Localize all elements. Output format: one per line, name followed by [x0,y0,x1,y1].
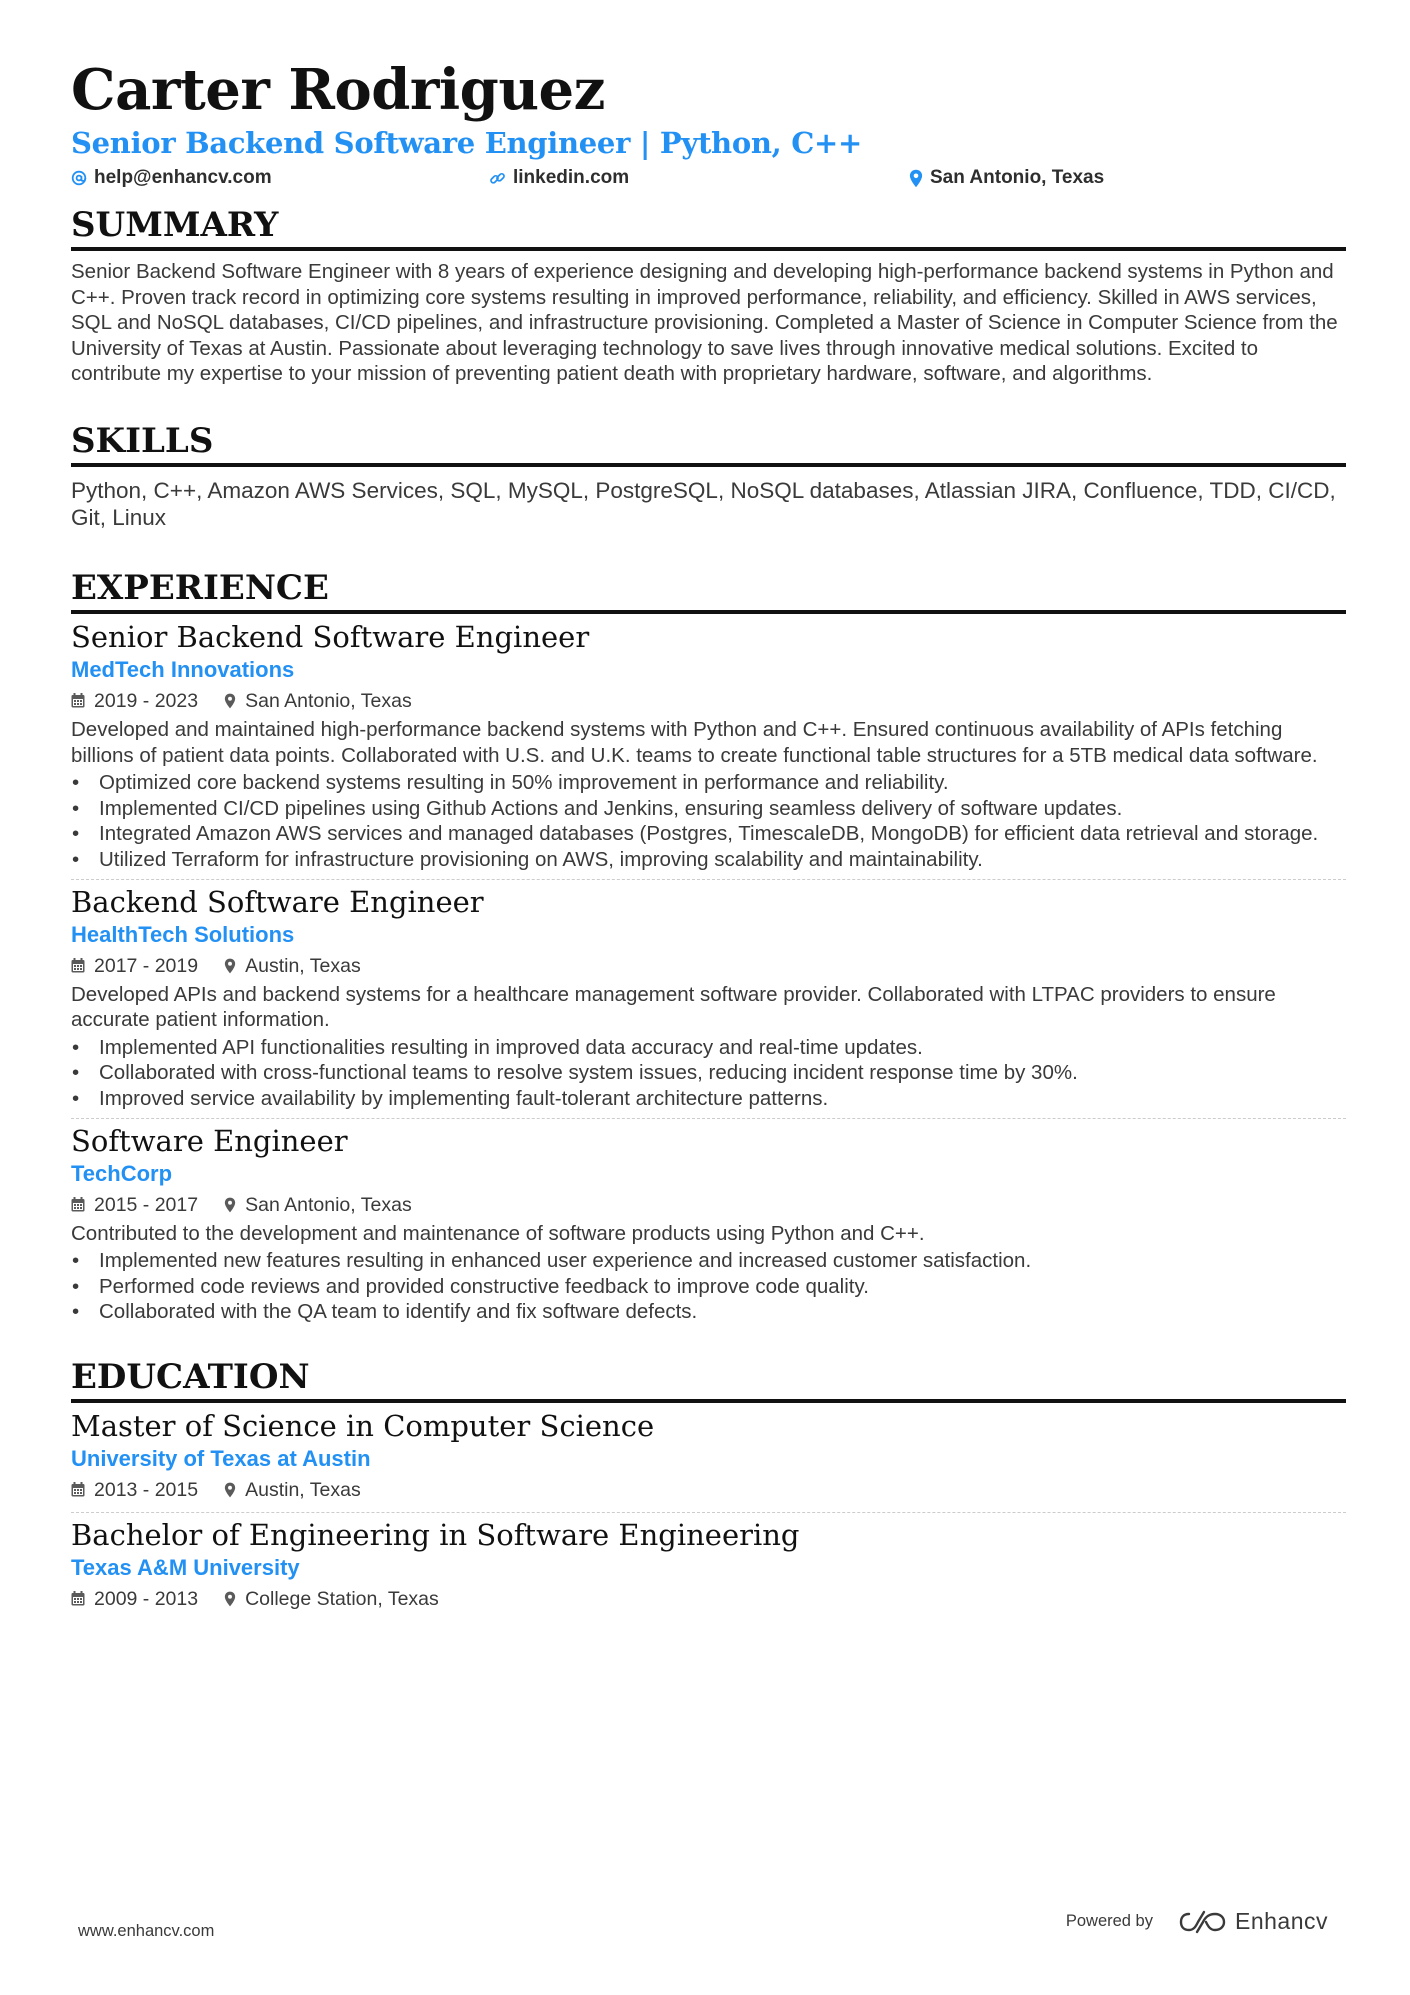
list-item: • Collaborated with cross-functional teams to resolve system issues, reducing incident response time by 30%. [71,1060,1346,1086]
at-icon [71,170,87,186]
location-text: San Antonio, Texas [245,689,412,712]
email-text: help@enhancv.com [94,167,272,188]
location-text: College Station, Texas [245,1587,439,1610]
entry-divider [71,879,1346,880]
contact-location [909,163,1104,193]
list-item: • Utilized Terraform for infrastructure provisioning on AWS, improving scalability and maintainability. [71,847,1346,873]
job-entry [71,619,1346,873]
job-bullets [71,1248,1346,1325]
job-title: Backend Software Engineer [71,884,484,919]
list-item: • Improved service availability by implementing fault-tolerant architecture patterns. [71,1086,1346,1112]
job-title: Senior Backend Software Engineer [71,619,590,654]
skills-section [71,421,1346,532]
company-name: TechCorp [71,1160,173,1186]
job-dates [71,950,198,982]
entry-divider [71,1118,1346,1119]
section-title-skills: SKILLS [71,421,1346,467]
contact-linkedin[interactable] [489,163,629,193]
job-meta [71,1189,1346,1221]
location-text: Austin, Texas [245,954,361,977]
education-section [71,1357,1346,1615]
contact-email[interactable] [71,163,272,193]
job-location [224,950,361,982]
job-meta [71,950,1346,982]
education-meta [71,1583,1346,1615]
list-item: • Integrated Amazon AWS services and managed databases (Postgres, TimescaleDB, MongoDB) for efficient data retrieval and storage. [71,821,1346,847]
dates-text: 2015 - 2017 [94,1193,199,1216]
summary-text: Senior Backend Software Engineer with 8 years of experience designing and developing high-performance backend systems in Python and C++. Proven track record in optimizing core systems resulting in improved performance, reliability, and efficiency. Skilled in AWS services, SQL and NoSQL databases, CI/CD pipelines, and infrastructure provisioning. Completed a Master of Science in Computer Science from the University of Texas at Austin. Passionate about leveraging technology to save lives through innovative medical solutions. Excited to contribute my expertise to your mission of preventing patient death with proprietary hardware, software, and algorithms. [71,260,1338,386]
job-title: Software Engineer [71,1123,348,1158]
location-pin-icon [909,169,923,188]
summary-section [71,205,1346,387]
location-text: San Antonio, Texas [930,167,1105,188]
school-name: University of Texas at Austin [71,1445,371,1471]
location-pin-icon [224,1197,236,1213]
education-location [224,1474,361,1506]
job-location [224,685,412,717]
location-pin-icon [224,958,236,974]
section-title-education: EDUCATION [71,1357,1346,1403]
candidate-name: Carter Rodriguez [71,57,605,123]
job-bullets [71,770,1346,872]
calendar-icon [71,1482,85,1497]
candidate-headline: Senior Backend Software Engineer | Python, C++ [71,126,863,160]
job-description: Developed APIs and backend systems for a healthcare management software provider. Collaborated with LTPAC providers to ensure accurate patient information. [71,982,1276,1032]
powered-by-label: Powered by [1065,1912,1153,1930]
section-title-experience: EXPERIENCE [71,568,1346,614]
skills-text: Python, C++, Amazon AWS Services, SQL, MySQL, PostgreSQL, NoSQL databases, Atlassian JIRA, Confluence, TDD, CI/CD, Git, Linux [71,477,1336,531]
job-location [224,1189,412,1221]
job-bullets [71,1035,1346,1112]
resume-content [71,55,1346,1615]
location-text: San Antonio, Texas [245,1193,412,1216]
job-description: Developed and maintained high-performance backend systems with Python and C++. Ensured continuous availability of APIs fetching billions of patient data points. Collaborated with U.S. and U.K. teams to create functional table structures for a 5TB medical data software. [71,717,1318,767]
dates-text: 2019 - 2023 [94,689,199,712]
degree-title: Bachelor of Engineering in Software Engineering [71,1517,800,1552]
job-entry [71,884,1346,1112]
footer-website[interactable]: www.enhancv.com [78,1922,215,1940]
entry-divider [71,1512,1346,1513]
school-name: Texas A&M University [71,1554,300,1580]
section-title-summary: SUMMARY [71,205,1346,251]
link-icon [489,170,506,187]
calendar-icon [71,693,85,708]
calendar-icon [71,1197,85,1212]
calendar-icon [71,1591,85,1606]
location-pin-icon [224,1591,236,1607]
list-item: • Performed code reviews and provided constructive feedback to improve code quality. [71,1274,1346,1300]
job-description: Contributed to the development and maintenance of software products using Python and C++. [71,1221,925,1245]
location-pin-icon [224,693,236,709]
enhancv-brand-name: Enhancv [1234,1908,1328,1934]
location-pin-icon [224,1482,236,1498]
list-item: • Implemented new features resulting in enhanced user experience and increased customer satisfaction. [71,1248,1346,1274]
list-item: • Implemented CI/CD pipelines using Github Actions and Jenkins, ensuring seamless delivery of software updates. [71,796,1346,822]
education-entry [71,1408,1346,1506]
degree-title: Master of Science in Computer Science [71,1408,655,1443]
calendar-icon [71,958,85,973]
job-dates [71,1189,198,1221]
linkedin-text: linkedin.com [513,167,630,188]
education-dates [71,1583,198,1615]
list-item: • Implemented API functionalities resulting in improved data accuracy and real-time updates. [71,1035,1346,1061]
dates-text: 2009 - 2013 [94,1587,199,1610]
job-meta [71,685,1346,717]
company-name: HealthTech Solutions [71,921,295,947]
dates-text: 2017 - 2019 [94,954,199,977]
experience-section [71,568,1346,1325]
dates-text: 2013 - 2015 [94,1478,199,1501]
job-entry [71,1123,1346,1325]
company-name: MedTech Innovations [71,656,295,682]
enhancv-logo-icon [1179,1909,1227,1935]
education-meta [71,1474,1346,1506]
education-entry [71,1517,1346,1615]
education-dates [71,1474,198,1506]
list-item: • Optimized core backend systems resulting in 50% improvement in performance and reliability. [71,770,1346,796]
job-dates [71,685,198,717]
education-location [224,1583,439,1615]
location-text: Austin, Texas [245,1478,361,1501]
list-item: • Collaborated with the QA team to identify and fix software defects. [71,1299,1346,1325]
footer-branding[interactable] [1066,1908,1328,1935]
contact-row [71,163,1346,193]
